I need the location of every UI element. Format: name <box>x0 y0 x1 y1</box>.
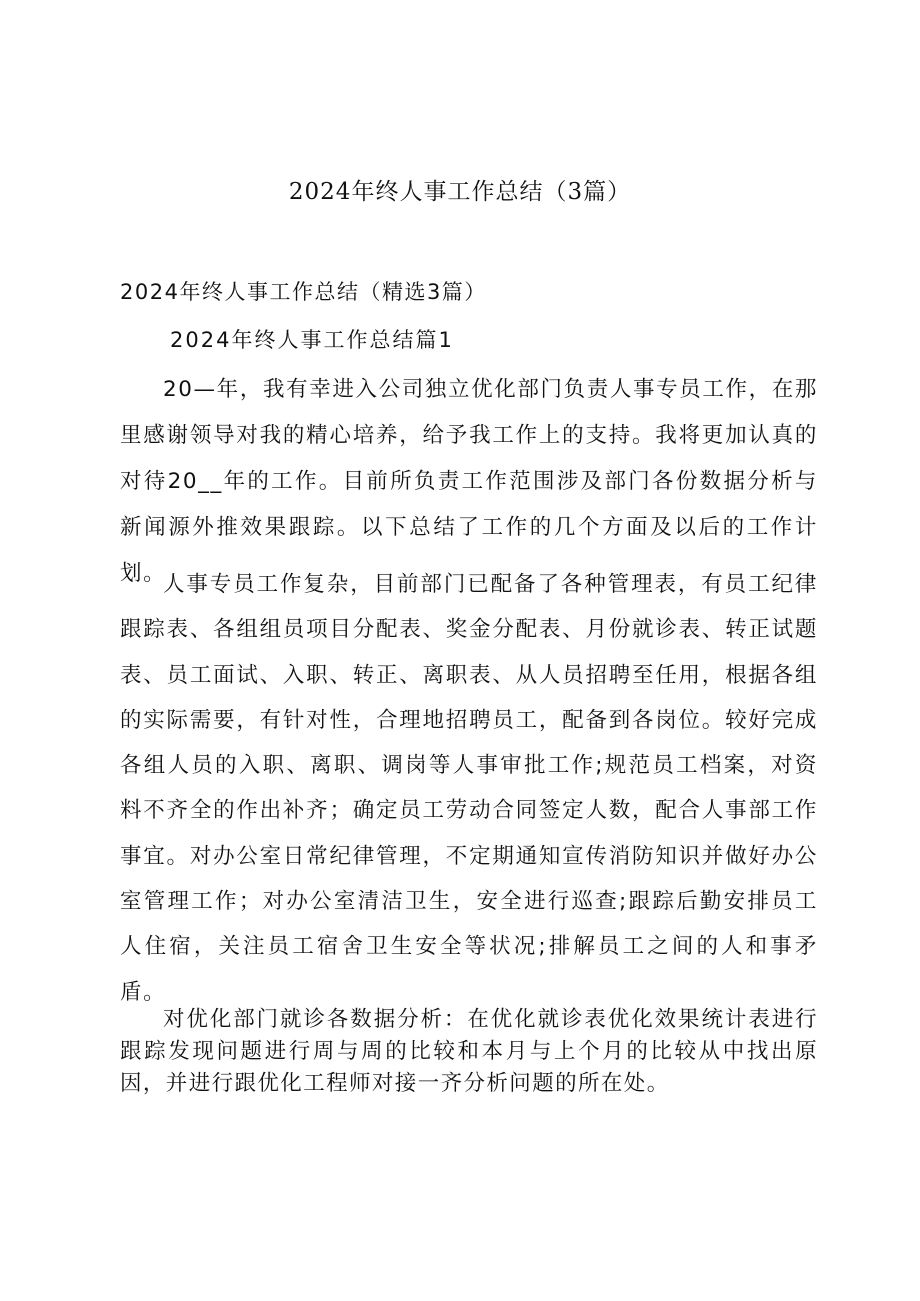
paragraph-intro: 20—年，我有幸进入公司独立优化部门负责人事专员工作，在那里感谢领导对我的精心培养，给予我工作上的支持。我将更加认真的对待20__年的工作。目前所负责工作范围涉及部门各份数据分析与新闻源外推效果跟踪。以下总结了工作的几个方面及以后的工作计划。 <box>120 377 818 586</box>
paragraph-duties: 人事专员工作复杂，目前部门已配备了各种管理表，有员工纪律跟踪表、各组组员项目分配表、奖金分配表、月份就诊表、转正试题表、员工面试、入职、转正、离职表、从人员招聘至任用，根据各组的实际需要，有针对性，合理地招聘员工，配备到各岗位。较好完成各组人员的入职、离职、调岗等人事审批工作;规范员工档案，对资料不齐全的作出补齐；确定员工劳动合同签定人数，配合人事部工作事宜。对办公室日常纪律管理，不定期通知宣传消防知识并做好办公室管理工作；对办公室清洁卫生，安全进行巡查;跟踪后勤安排员工人住宿，关注员工宿舍卫生安全等状况;排解员工之间的人和事矛盾。 <box>120 572 818 1005</box>
paragraph-analysis: 对优化部门就诊各数据分析：在优化就诊表优化效果统计表进行跟踪发现问题进行周与周的比较和本月与上个月的比较从中找出原因，并进行跟优化工程师对接一齐分析问题的所在处。 <box>120 1007 818 1096</box>
section-heading: 2024年终人事工作总结篇1 <box>170 328 454 352</box>
document-subtitle: 2024年终人事工作总结（精选3篇） <box>120 280 487 304</box>
document-title: 2024年终人事工作总结（3篇） <box>288 179 632 205</box>
